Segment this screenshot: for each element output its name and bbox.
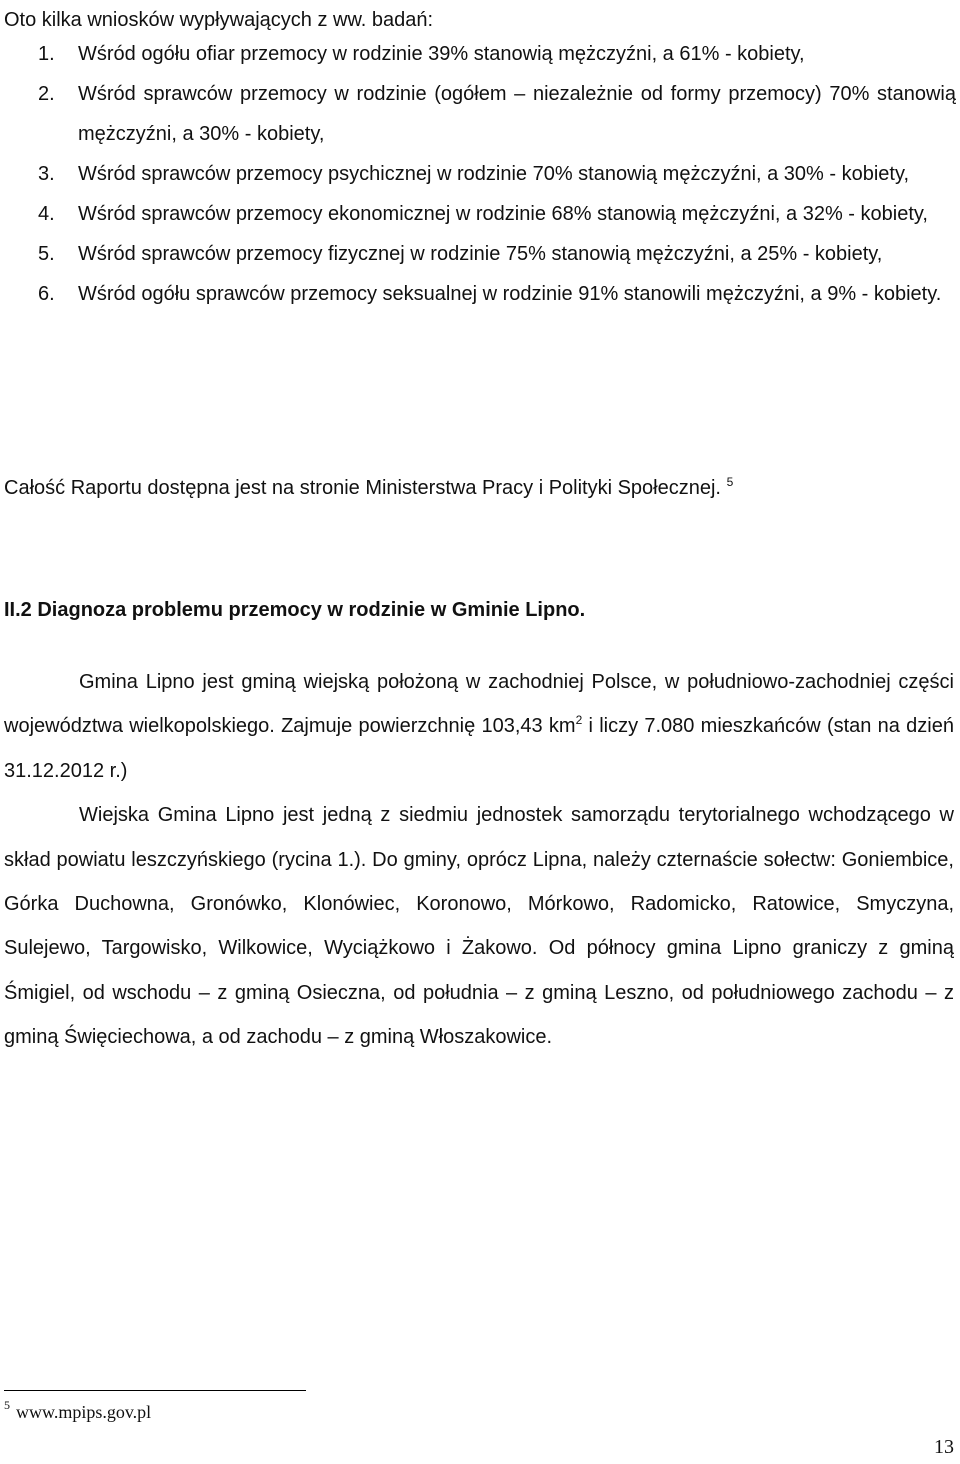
list-item-number: 1. bbox=[38, 43, 55, 65]
paragraph bbox=[4, 660, 954, 793]
superscript: 2 bbox=[575, 713, 583, 728]
section-heading: II.2 Diagnoza problemu przemocy w rodzinie w Gminie Lipno. bbox=[4, 599, 586, 621]
footnote-divider bbox=[4, 1390, 306, 1391]
footnote-reference[interactable]: 5 bbox=[726, 475, 734, 489]
list-item bbox=[0, 274, 960, 314]
paragraph: Wiejska Gmina Lipno jest jedną z siedmiu jednostek samorządu terytorialnego wchodzącego w skład powiatu leszczyńskiego (rycina 1.). Do gminy, oprócz Lipna, należy czternaście sołectw: Goniembice, Górka Duchowna, Gronówko, Klonówiec, Koronowo, Mórkowo, Radomicko, Ratowice, Smyczyna, Sulejewo, Targowisko, Wilkowice, Wyciążkowo i Żakowo. Od północy gmina Lipno graniczy z gminą Śmigiel, od wschodu – z gminą Osieczna, od południa – z gminą Leszno, od południowego zachodu – z gminą Święciechowa, a od zachodu – z gminą Włoszakowice. bbox=[4, 804, 954, 1049]
list-item bbox=[0, 234, 960, 274]
intro-text: Oto kilka wniosków wypływających z ww. badań: bbox=[4, 9, 434, 31]
list-item-text: Wśród sprawców przemocy w rodzinie (ogółem – niezależnie od formy przemocy) 70% stanowią mężczyźni, a 30% - kobiety, bbox=[78, 83, 956, 145]
list-item-text: Wśród sprawców przemocy fizycznej w rodzinie 75% stanowią mężczyźni, a 25% - kobiety, bbox=[78, 243, 883, 265]
list-item bbox=[0, 194, 960, 234]
list-item-number: 2. bbox=[38, 83, 55, 105]
body-text bbox=[4, 660, 954, 1060]
findings-list bbox=[0, 34, 960, 314]
list-item-number: 5. bbox=[38, 243, 55, 265]
report-availability-note bbox=[4, 468, 733, 508]
list-item-number: 6. bbox=[38, 283, 55, 305]
list-item bbox=[0, 34, 960, 74]
list-item bbox=[0, 154, 960, 194]
page-number: 13 bbox=[934, 1436, 954, 1458]
paragraph-text: Gmina Lipno jest gminą wiejską położoną w zachodniej Polsce, w południowo-zachodniej części województwa wielkopolskiego. Zajmuje powierzchnię 103,43 km bbox=[4, 671, 954, 738]
list-item bbox=[0, 74, 960, 154]
list-item-text: Wśród ogółu ofiar przemocy w rodzinie 39% stanowią mężczyźni, a 61% - kobiety, bbox=[78, 43, 805, 65]
footnote-mark: 5 bbox=[4, 1398, 10, 1412]
summary-text: Całość Raportu dostępna jest na stronie Ministerstwa Pracy i Polityki Społecznej. bbox=[4, 477, 721, 499]
list-item-text: Wśród ogółu sprawców przemocy seksualnej w rodzinie 91% stanowili mężczyźni, a 9% - kobiety. bbox=[78, 283, 942, 305]
list-item-number: 3. bbox=[38, 163, 55, 185]
paragraph-text-continued: i liczy 7.080 mieszkańców (stan na dzień 31.12.2012 r.) bbox=[4, 715, 954, 782]
list-item-text: Wśród sprawców przemocy ekonomicznej w rodzinie 68% stanowią mężczyźni, a 32% - kobiety, bbox=[78, 203, 928, 225]
footnote-link[interactable]: www.mpips.gov.pl bbox=[16, 1402, 152, 1422]
list-item-number: 4. bbox=[38, 203, 55, 225]
list-item-text: Wśród sprawców przemocy psychicznej w rodzinie 70% stanowią mężczyźni, a 30% - kobiety, bbox=[78, 163, 910, 185]
footnote bbox=[4, 1398, 152, 1423]
